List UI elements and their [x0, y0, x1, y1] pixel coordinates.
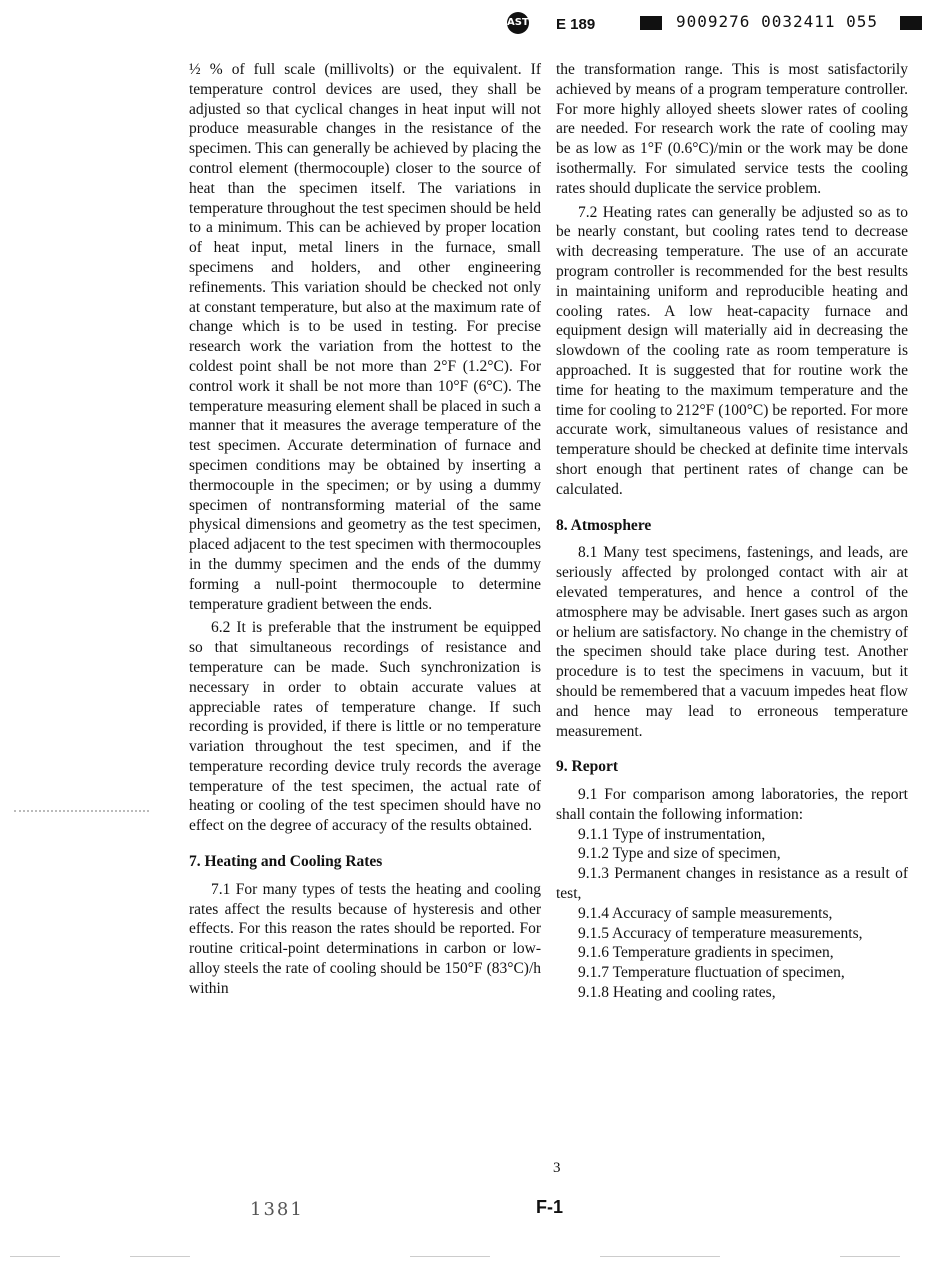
list-item-9-1-6: 9.1.6 Temperature gradients in specimen,	[578, 944, 834, 962]
right-column	[556, 60, 908, 1003]
scan-artifact-line	[10, 1256, 60, 1257]
standard-designation: E 189	[556, 16, 596, 33]
paragraph-8-1: 8.1 Many test specimens, fastenings, and leads, are seriously affected by prolonged contact with air at elevated temperatures, and hence a control of the atmosphere may be advisable. Inert gases such as argon or helium are satisfactory. No change in the chemistry of the specimen should take place during test. Another procedure is to test the specimens in vacuum, but it should be remembered that a vacuum impedes heat flow and hence may lead to erroneous temperature measurement.	[556, 544, 908, 740]
barcode-number: 9009276 0032411 055	[676, 12, 879, 31]
page-number: 3	[553, 1160, 561, 1176]
list-item-9-1-7: 9.1.7 Temperature fluctuation of specimen,	[578, 964, 845, 982]
paragraph-7-1-continued: the transformation range. This is most satisfactorily achieved by means of a program temperature controller. For more highly alloyed sheets slower rates of cooling are needed. For research work the rate of cooling may be as low as 1°F (0.6°C)/min or the work may be done isothermally. For simulated service tests the cooling rates should duplicate the service problem.	[556, 61, 908, 197]
section-heading-8: 8. Atmosphere	[556, 516, 652, 534]
footer-stamp-left: 1381	[250, 1199, 304, 1220]
list-item-9-1-4: 9.1.4 Accuracy of sample measurements,	[578, 904, 833, 922]
section-heading-9: 9. Report	[556, 758, 618, 776]
scan-artifact-line	[130, 1256, 190, 1257]
footer-stamp-right: F-1	[536, 1197, 563, 1217]
page-header	[0, 10, 950, 40]
list-item-9-1-3: 9.1.3 Permanent changes in resistance as a result of test,	[556, 865, 908, 903]
section-heading-7: 7. Heating and Cooling Rates	[189, 853, 383, 871]
list-item-9-1-5: 9.1.5 Accuracy of temperature measurements,	[578, 924, 863, 942]
astm-logo-icon: ASTM	[507, 12, 529, 34]
paragraph-6-2: 6.2 It is preferable that the instrument be equipped so that simultaneous recordings of resistance and temperature can be made. Such synchronization is necessary in order to obtain accurate values at appreciable rates of temperature change. If such recording is provided, if there is little or no temperature variation throughout the test specimen, and if the temperature recording device truly records the average temperature of the test specimen, the actual rate of heating or cooling of the test specimen should have no effect on the degree of accuracy of the results obtained.	[189, 619, 541, 835]
barcode-block-left	[640, 16, 662, 30]
scan-artifact-line	[840, 1256, 900, 1257]
paragraph-9-1: 9.1 For comparison among laboratories, the report shall contain the following information:	[556, 786, 908, 823]
paragraph-7-2: 7.2 Heating rates can generally be adjusted so as to be nearly constant, but cooling rates tend to decrease with decreasing temperature. The use of an accurate program controller is recommended for the best results in maintaining uniform and reproducible heating and cooling rates. A low heat-capacity furnace and equipment design will materially aid in decreasing the slowdown of the cooling rate as room temperature is approached. It is suggested that for routine work the time for heating to the maximum temperature and the time for cooling to 212°F (100°C) be reported. For more accurate work, simultaneous values of resistance and temperature should be checked at definite time intervals short enough that pertinent rates of change can be calculated.	[556, 203, 908, 498]
list-item-9-1-8: 9.1.8 Heating and cooling rates,	[578, 984, 776, 1002]
paragraph-6-1-continued: ½ % of full scale (millivolts) or the equivalent. If temperature control devices are used, they shall be adjusted so that cyclical changes in heat input will not produce measurable changes in the resistance of the specimen. This can generally be achieved by placing the control element (thermocouple) closer to the source of heat than the specimen itself. The variations in temperature throughout the test specimen should be held to a minimum. This can be achieved by proper location of heat input, metal liners in the furnace, small specimens and holders, and other engineering refinements. This variation should be checked not only at constant temperature, but also at the maximum rate of change which is to be used in testing. For precise research work the variation from the hottest to the coldest point shall be not more than 2°F (1.2°C). For control work it shall be not more than 10°F (6°C). The temperature measuring element shall be placed in such a manner that it measures the average temperature of the test specimen. Accurate determination of furnace and specimen conditions may be obtained by inserting a thermocouple in the specimen; or by using a dummy specimen of nontransforming material of the same physical dimensions and geometry as the test specimen, placed adjacent to the test specimen with thermocouples in the dummy specimen and the ends of the dummy forming a null-point thermocouple to determine temperature gradient between the ends.	[189, 61, 541, 613]
scan-margin-noise	[14, 810, 149, 820]
scan-artifact-line	[410, 1256, 490, 1257]
list-item-9-1-1: 9.1.1 Type of instrumentation,	[578, 825, 766, 843]
paragraph-7-1: 7.1 For many types of tests the heating and cooling rates affect the results because of hysteresis and other effects. For this reason the rates should be reported. For routine critical-point determinations in carbon or low-alloy steels the rate of cooling should be 150°F (83°C)/h within	[189, 880, 541, 997]
barcode-block-right	[900, 16, 922, 30]
left-column	[189, 60, 541, 999]
scan-artifact-line	[600, 1256, 720, 1257]
list-item-9-1-2: 9.1.2 Type and size of specimen,	[578, 845, 781, 863]
